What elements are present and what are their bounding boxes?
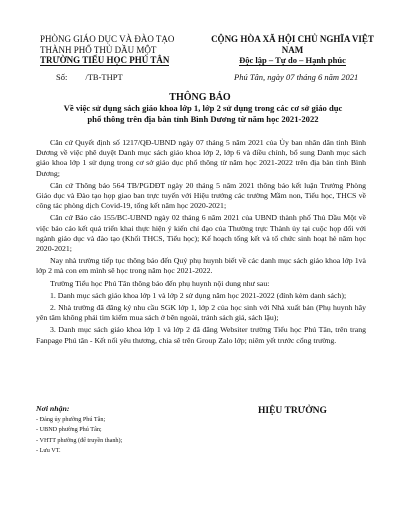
signer-title: HIỆU TRƯỞNG: [258, 406, 327, 416]
agency-line-2: THÀNH PHỐ THỦ DẦU MỘT: [40, 44, 157, 55]
paragraph: 2. Nhà trường đã đăng ký nhu cầu SGK lớp 1, lớp 2 của học sinh với Nhà xuất bản (Phụ huynh hãy yên tâm không phải tìm kiếm mua sách ở bên ngoài, tránh sách giả, sách lậu);: [36, 303, 366, 323]
recipient-item: - VHTT phường (để truyền thanh);: [36, 436, 123, 444]
document-title: THÔNG BÁO: [169, 92, 231, 103]
recipient-item: - UBND phường Phú Tân;: [36, 426, 102, 433]
document-number-value: /TB-THPT: [85, 72, 123, 82]
recipient-item: - Đảng ủy phường Phú Tân;: [36, 415, 106, 423]
nation-name: CỘNG HÒA XÃ HỘI CHỦ NGHĨA VIỆT NAM: [211, 34, 374, 55]
paragraph: Căn cứ Quyết định số 1217/QĐ-UBND ngày 07 tháng 5 năm 2021 của Ủy ban nhân dân tỉnh Bình Dương về việc phê duyệt Danh mục sách giáo khoa lớp 2, lớp 6 và điều chỉnh, bổ sung Danh mục sách giáo khoa lớp 1 sử dụng trong cơ sở giáo dục phổ thông từ năm học 2021-2022 trên địa bàn tỉnh Bình Dương;: [36, 138, 366, 178]
national-header: [205, 34, 380, 66]
agency-line-1: PHÒNG GIÁO DỤC VÀ ĐÀO TẠO: [40, 34, 175, 44]
document-body: [36, 138, 366, 348]
recipients-block: [36, 404, 186, 457]
paragraph: Trường Tiểu học Phú Tân thông báo đến phụ huynh nội dung như sau:: [50, 278, 270, 288]
issuing-agency: [40, 34, 210, 66]
recipient-item: - Lưu VT.: [36, 447, 61, 454]
document-subject: Về việc sử dụng sách giáo khoa lớp 1, lớp 2 sử dụng trong các cơ sở giáo dục phổ thông trên địa bàn tỉnh Bình Dương từ năm học 2021-2022: [63, 103, 343, 124]
agency-line-3: TRƯỜNG TIỂU HỌC PHÚ TÂN: [40, 55, 170, 65]
paragraph: Căn cứ Báo cáo 155/BC-UBND ngày 02 tháng 6 năm 2021 của UBND thành phố Thủ Dầu Một về việc báo cáo kết quả triển khai thực hiện ý kiến chỉ đạo của Thường trực Thành ủy tại cuộc họp đổi với ngành giáo dục và đào tạo (Khối THCS, Tiểu học); Kế hoạch tổng kết và tổ chức sinh hoạt hè năm học 2020-2021;: [36, 213, 366, 254]
document-number-label: Số:: [56, 72, 68, 82]
document-number: [56, 72, 123, 82]
paragraph: Nay nhà trường tiếp tục thông báo đến Quý phụ huynh biết về các danh mục sách giáo khoa lớp 1và lớp 2 mà con em mình sẽ học trong năm học 2021-2022.: [36, 256, 366, 276]
paragraph: 1. Danh mục sách giáo khoa lớp 1 và lớp 2 sử dụng năm học 2021-2022 (đính kèm danh sách);: [50, 290, 347, 300]
place-date: Phú Tân, ngày 07 tháng 6 năm 2021: [234, 72, 359, 82]
recipients-label: Nơi nhận:: [36, 404, 70, 413]
paragraph: 3. Danh mục sách giáo khoa lớp 1 và lớp 2 đã đăng Websiter trường Tiểu học Phú Tân, trên trang Fanpage Phú tân - Kết nối yêu thương, chia sẽ trên Group Zalo lớp; niêm yết trước cổng trường.: [36, 325, 366, 345]
paragraph: Căn cứ Thông báo 564 TB/PGDĐT ngày 20 tháng 5 năm 2021 thông báo kết luận Trưởng Phòng Giáo dục và Đào tạo họp giao ban trực tuyến với Hiệu trưởng các trường Mầm non, Tiểu học, THCS về công tác phòng dịch Covid-19, tổng kết năm học 2020-2021;: [36, 180, 366, 211]
national-motto: Độc lập – Tự do – Hạnh phúc: [239, 55, 346, 65]
